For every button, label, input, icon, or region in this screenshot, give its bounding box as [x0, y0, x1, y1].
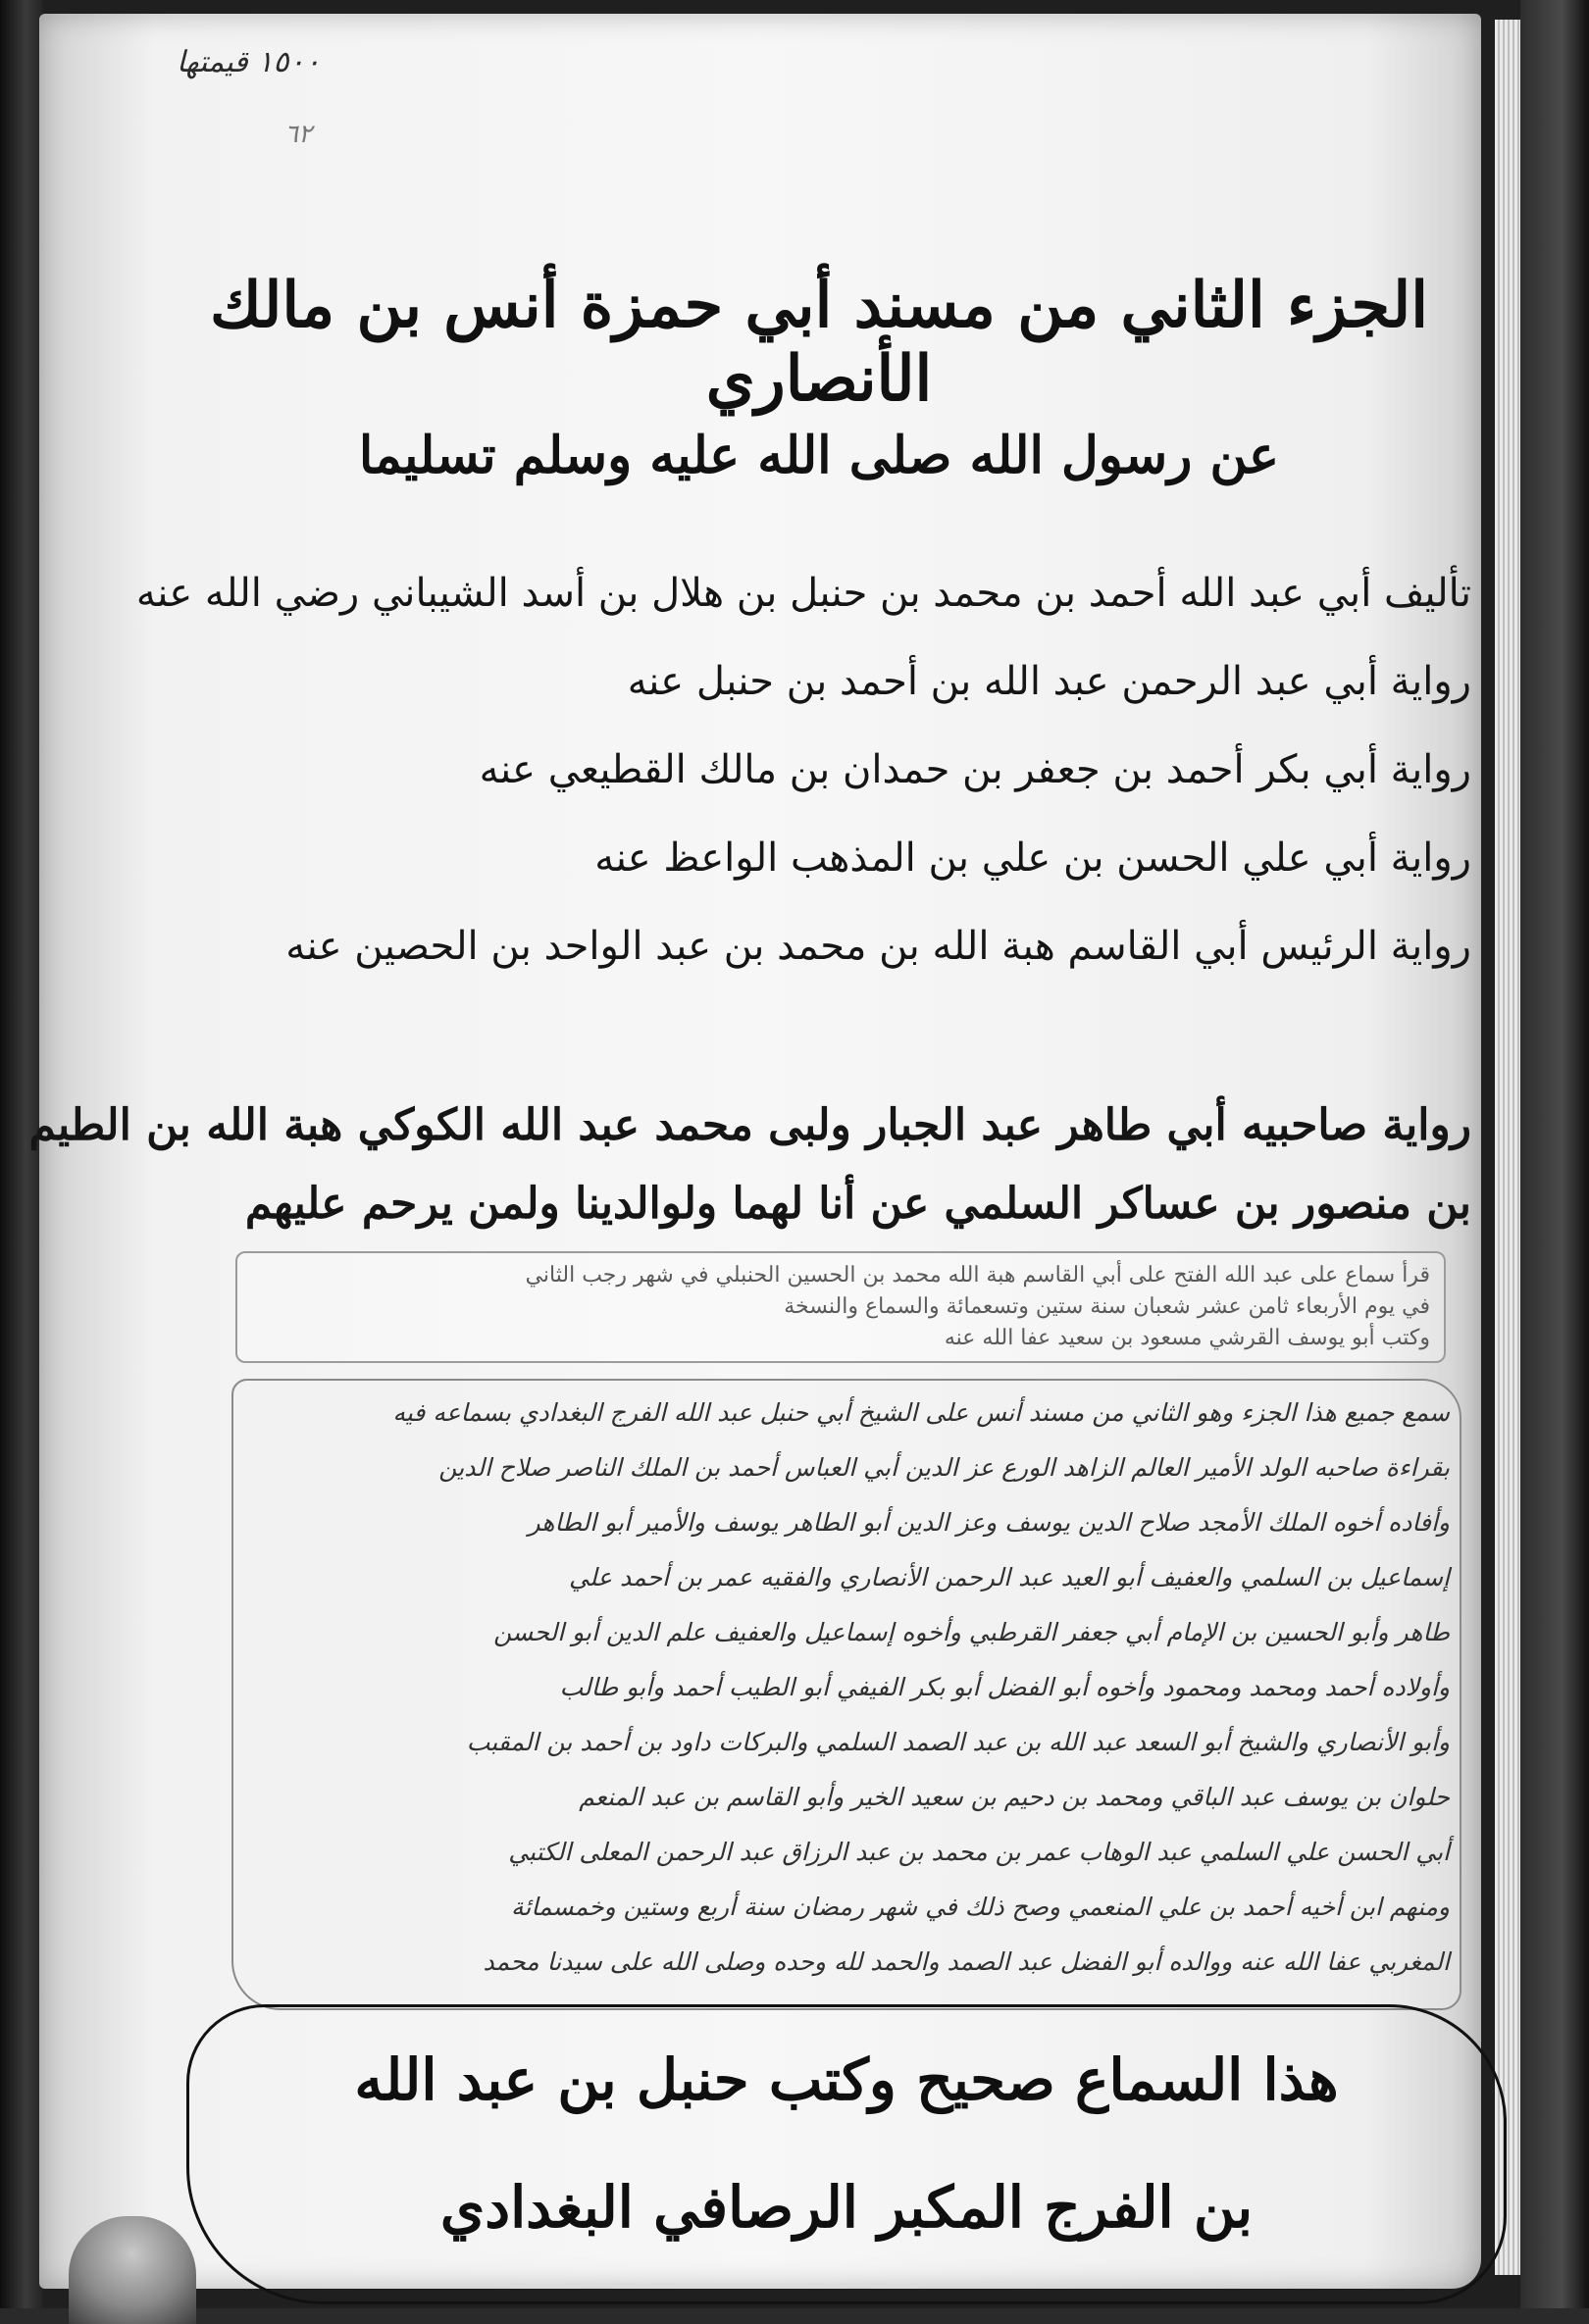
audition-record-line: طاهر وأبو الحسين بن الإمام أبي جعفر القرطبي وأخوه إسماعيل والعفيف علم الدين أبو الحسن: [493, 1618, 1450, 1646]
page-edges: [1495, 20, 1520, 2275]
transmission-line: رواية أبي علي الحسن بن علي بن المذهب الواعظ عنه: [594, 835, 1471, 881]
certification-line: هذا السماع صحيح وكتب حنبل بن عبد الله: [354, 2046, 1339, 2113]
audition-record-line: ومنهم ابن أخيه أحمد بن علي المنعمي وصح ذلك في شهر رمضان سنة أربع وستين وخمسمائة: [510, 1893, 1450, 1921]
reading-note-line: في يوم الأربعاء ثامن عشر شعبان سنة ستين وتسعمائة والسماع والنسخة: [784, 1294, 1430, 1319]
audition-record-line: وأبو الأنصاري والشيخ أبو السعد عبد الله بن عبد الصمد السلمي والبركات داود بن أحمد بن المقبب: [466, 1728, 1450, 1756]
transmission-line: بن منصور بن عساكر السلمي عن أنا لهما ولوالدينا ولمن يرحم عليهم: [244, 1179, 1471, 1229]
book-binding-right: [1520, 0, 1589, 2308]
transmission-line: رواية الرئيس أبي القاسم هبة الله بن محمد بن عبد الواحد بن الحصين عنه: [285, 924, 1471, 969]
audition-record-line: وأولاده أحمد ومحمد ومحمود وأخوه أبو الفضل أبو بكر الفيفي أبو الطيب أحمد وأبو طالب: [559, 1673, 1450, 1701]
manuscript-subtitle: عن رسول الله صلى الله عليه وسلم تسليما: [358, 426, 1280, 485]
audition-record-line: حلوان بن يوسف عبد الباقي ومحمد بن دحيم بن سعيد الخير وأبو القاسم بن عبد المنعم: [579, 1783, 1450, 1811]
audition-record-line: وأفاده أخوه الملك الأمجد صلاح الدين يوسف وعز الدين أبو الطاهر يوسف والأمير أبو الطاهر: [528, 1508, 1450, 1537]
transmission-line: رواية أبي عبد الرحمن عبد الله بن أحمد بن حنبل عنه: [627, 659, 1471, 704]
audition-record-line: سمع جميع هذا الجزء وهو الثاني من مسند أنس على الشيخ أبي حنبل عبد الله الفرج البغدادي بسماعه فيه: [392, 1398, 1450, 1427]
reading-note-line: وكتب أبو يوسف القرشي مسعود بن سعيد عفا الله عنه: [944, 1326, 1430, 1350]
certification-cloud: [186, 2004, 1507, 2304]
audition-record-line: أبي الحسن علي السلمي عبد الوهاب عمر بن محمد بن عبد الرزاق عبد الرحمن المعلى الكتبي: [508, 1838, 1450, 1866]
transmission-line: تأليف أبي عبد الله أحمد بن محمد بن حنبل بن هلال بن أسد الشيباني رضي الله عنه: [135, 571, 1471, 616]
audition-record-box: [231, 1379, 1461, 2010]
margin-note: ١٥٠٠ قيمتها: [177, 45, 321, 79]
transmission-line: رواية صاحبيه أبي طاهر عبد الجبار ولبى محمد عبد الله الكوكي هبة الله بن الطيم: [28, 1100, 1471, 1150]
reading-note-line: قرأ سماع على عبد الله الفتح على أبي القاسم هبة الله محمد بن الحسين الحنبلي في شهر رجب الثاني: [525, 1263, 1430, 1288]
manuscript-title: الجزء الثاني من مسند أبي حمزة أنس بن مالك الأنصاري: [209, 269, 1429, 416]
transmission-line: رواية أبي بكر أحمد بن جعفر بن حمدان بن مالك القطيعي عنه: [479, 747, 1471, 792]
audition-record-line: المغربي عفا الله عنه ووالده أبو الفضل عبد الصمد والحمد لله وحده وصلى الله على سيدنا محمد: [483, 1947, 1450, 1976]
reading-note-box: [235, 1251, 1446, 1363]
audition-record-line: بقراءة صاحبه الولد الأمير العالم الزاهد الورع عز الدين أبي العباس أحمد بن الملك الناصر صلاح الدين: [438, 1453, 1450, 1482]
folio-number: ٦٢: [284, 120, 312, 149]
reader-thumb: [69, 2216, 196, 2324]
book-binding-left: [0, 0, 43, 2308]
audition-record-line: إسماعيل بن السلمي والعفيف أبو العيد عبد الرحمن الأنصاري والفقيه عمر بن أحمد علي: [569, 1563, 1450, 1591]
manuscript-page: [28, 14, 1481, 2289]
certification-line: بن الفرج المكبر الرصافي البغدادي: [439, 2174, 1254, 2241]
